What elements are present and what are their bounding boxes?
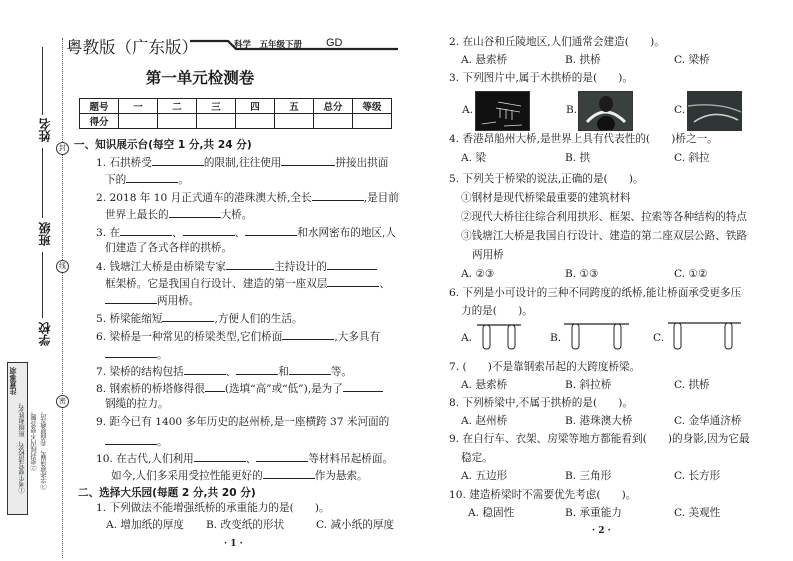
- statement-cont: 两用桥: [472, 249, 504, 261]
- question-text: 、: [245, 453, 257, 465]
- question-text: 2. 2018 年 10 月正式通车的港珠澳大桥,全长: [96, 192, 312, 204]
- notice-item: ②密封线内不要答题。: [31, 408, 38, 471]
- question-text: 等材料吊起桥面。: [308, 453, 394, 465]
- option-c[interactable]: C.: [653, 332, 665, 344]
- question-text: 的限制,往往使用: [203, 157, 282, 169]
- question-text: 1. 石拱桥受: [96, 157, 152, 169]
- option-a[interactable]: A. 稳固性: [468, 507, 515, 519]
- score-cell[interactable]: [353, 114, 392, 129]
- question-text: 大桥。: [220, 209, 253, 221]
- paper-bridge-c-diagram: [667, 320, 743, 352]
- answer-blank[interactable]: [105, 347, 157, 358]
- option-a[interactable]: A. 悬索桥: [461, 54, 508, 66]
- score-cell[interactable]: [236, 114, 275, 129]
- seal-mark: 线: [56, 260, 69, 273]
- option-c[interactable]: C. 梁桥: [674, 54, 710, 66]
- question-text: 等。: [330, 366, 353, 378]
- fill-question-8-cont: 钢缆的拉力。: [105, 398, 169, 410]
- question-text: 和水网密布的地区,人: [297, 227, 396, 239]
- question-text: 如今,人们多采用受拉性能更好的: [111, 470, 263, 482]
- class-field[interactable]: [42, 148, 43, 218]
- answer-blank[interactable]: [183, 225, 235, 236]
- answer-blank[interactable]: [312, 190, 364, 201]
- option-a[interactable]: A. 赵州桥: [461, 415, 508, 427]
- fill-question-10-cont: [111, 468, 368, 483]
- option-b[interactable]: B. 拱: [565, 152, 591, 164]
- question-text: 和: [278, 366, 289, 378]
- table-row: [80, 99, 392, 114]
- option-a[interactable]: A.: [461, 332, 473, 344]
- school-label: 学校: [38, 322, 52, 346]
- question-text: ,方便人们的生活。: [214, 313, 303, 325]
- question-text: 6. 梁桥是一种常见的桥梁类型,它们桥面: [96, 331, 283, 343]
- question-text: 4. 钱塘江大桥是由桥梁专家: [96, 261, 227, 273]
- fill-question-4-cont: [105, 293, 199, 308]
- fill-question-2-cont: [105, 207, 252, 222]
- answer-blank[interactable]: [126, 172, 178, 183]
- answer-blank[interactable]: [282, 329, 334, 340]
- option-c[interactable]: C. 金华通济桥: [674, 415, 742, 427]
- seal-mark: 密: [56, 395, 69, 408]
- score-header: 总分: [314, 99, 353, 114]
- question-text: 下的: [105, 174, 127, 186]
- question-text: 、: [379, 278, 391, 290]
- question-text: 7. 梁桥的结构包括: [96, 366, 184, 378]
- score-header: 三: [197, 99, 236, 114]
- fill-question-5: [96, 311, 303, 326]
- option-c[interactable]: C. ①②: [674, 268, 708, 280]
- option-c[interactable]: C.: [674, 104, 686, 116]
- option-b[interactable]: B. 拱桥: [565, 54, 601, 66]
- question-text: 8. 钢索桥的桥塔修得很: [96, 383, 205, 395]
- option-c[interactable]: C. 减小纸的厚度: [316, 519, 395, 531]
- seal-mark: 封: [56, 142, 69, 155]
- question-text: 、: [225, 366, 237, 378]
- question-text: 主持设计的: [274, 261, 327, 273]
- page-number: · 1 ·: [224, 539, 243, 549]
- choice-question-6-cont: 力的是( )。: [461, 305, 533, 317]
- question-text: 3. 在: [96, 227, 121, 239]
- edition-brand: 粤教版（广东版）: [66, 38, 198, 57]
- score-header: 一: [119, 99, 158, 114]
- question-text: 10. 在古代,人们利用: [96, 453, 194, 465]
- question-text: 拼接出拱面: [335, 157, 389, 169]
- answer-blank[interactable]: [245, 225, 297, 236]
- choice-question-7: 7. ( )不是靠钢索吊起的大跨度桥梁。: [449, 361, 641, 373]
- page-number: · 2 ·: [592, 526, 611, 536]
- question-text: 。: [157, 436, 168, 448]
- fill-question-3-cont: 们建造了各式各样的拱桥。: [105, 242, 233, 254]
- choice-question-6: 6. 下列是小可设计的三种不同跨度的纸桥,能让桥面承受更多压: [449, 287, 742, 299]
- fill-question-6: [96, 329, 380, 344]
- section-2-title: 二、选择大乐园(每题 2 分,共 20 分): [78, 487, 256, 499]
- question-text: 。: [157, 349, 168, 361]
- paper-bridge-a-diagram: [475, 322, 523, 352]
- notice-item: ③字迹要清楚、卷面要整洁。: [41, 408, 48, 490]
- score-cell[interactable]: [314, 114, 353, 129]
- section-1-title: 一、知识展示台(每空 1 分,共 24 分): [74, 139, 252, 151]
- answer-blank[interactable]: [120, 225, 172, 236]
- choice-question-10: 10. 建造桥梁时不需要优先考虑( )。: [449, 489, 637, 501]
- question-text: ,是目前: [363, 192, 399, 204]
- fill-question-4-cont: [105, 276, 390, 291]
- fill-question-6-cont: [105, 347, 168, 362]
- option-c[interactable]: C. 拱桥: [674, 379, 710, 391]
- option-b[interactable]: B.: [550, 332, 562, 344]
- score-row-label: 得分: [80, 114, 119, 129]
- question-text: ,大多具有: [334, 331, 381, 343]
- answer-blank[interactable]: [343, 381, 383, 392]
- answer-blank[interactable]: [184, 364, 226, 375]
- choice-question-8: 8. 下列桥梁中,不属于拱桥的是( )。: [449, 397, 634, 409]
- choice-question-9-cont: 稳定。: [461, 452, 493, 464]
- answer-blank[interactable]: [194, 451, 246, 462]
- option-b[interactable]: B. 港珠澳大桥: [565, 415, 633, 427]
- question-text: 。: [178, 174, 189, 186]
- answer-blank[interactable]: [289, 364, 331, 375]
- option-c[interactable]: C. 斜拉: [674, 152, 710, 164]
- answer-blank[interactable]: [263, 468, 315, 479]
- score-header: 等级: [353, 99, 392, 114]
- photo-bridge-a: [475, 91, 530, 131]
- statement: ②现代大桥往往综合利用拱形、框架、拉索等各种结构的特点: [461, 211, 748, 223]
- option-b[interactable]: B. 承重能力: [565, 507, 622, 519]
- fill-question-1: [96, 155, 388, 170]
- class-label: 班级: [38, 222, 52, 246]
- question-text: 作为悬索。: [314, 470, 368, 482]
- fill-question-8: [96, 381, 383, 396]
- answer-blank[interactable]: [169, 207, 221, 218]
- notice-title: 注意事项: [8, 367, 17, 395]
- score-cell[interactable]: [119, 114, 158, 129]
- question-text: 世界上最长的: [105, 209, 169, 221]
- option-a[interactable]: A. 悬索桥: [461, 379, 508, 391]
- notice-box: [7, 362, 28, 515]
- question-text: (选填“高”或“低”),是为了: [224, 383, 343, 395]
- notice-item: ①考生要写清校名、班级和姓名。: [19, 399, 26, 494]
- name-label: 姓名: [38, 118, 52, 142]
- choice-question-1: 1. 下列做法不能增强纸桥的承重能力的是( )。: [96, 502, 330, 514]
- photo-bridge-c: [687, 91, 742, 131]
- score-header: 二: [158, 99, 197, 114]
- score-cell[interactable]: [158, 114, 197, 129]
- question-text: 、: [234, 227, 246, 239]
- answer-blank[interactable]: [281, 155, 335, 166]
- answer-blank[interactable]: [205, 381, 225, 392]
- choice-question-4: 4. 香港昂船州大桥,是世界上具有代表性的( )桥之一。: [449, 133, 718, 145]
- choice-question-2: 2. 在山谷和丘陵地区,人们通常会建造( )。: [449, 36, 665, 48]
- answer-blank[interactable]: [256, 451, 308, 462]
- option-a[interactable]: A.: [462, 104, 474, 116]
- option-a[interactable]: A. 梁: [461, 152, 486, 164]
- score-header: 四: [236, 99, 275, 114]
- answer-blank[interactable]: [327, 259, 377, 270]
- option-a[interactable]: A. ②③: [461, 268, 495, 280]
- choice-question-3: 3. 下列图片中,属于木拱桥的是( )。: [449, 72, 634, 84]
- option-b[interactable]: B. 改变纸的形状: [206, 519, 285, 531]
- answer-blank[interactable]: [327, 276, 379, 287]
- score-cell[interactable]: [197, 114, 236, 129]
- question-text: 5. 桥梁能缩短: [96, 313, 163, 325]
- fill-question-10: [96, 451, 393, 466]
- score-header: 题号: [80, 99, 119, 114]
- answer-blank[interactable]: [105, 434, 157, 445]
- choice-question-9: 9. 在自行车、衣架、房梁等地方都能看到( )的身影,因为它最: [449, 433, 750, 445]
- seal-line: [62, 38, 63, 558]
- fill-question-7: [96, 364, 352, 379]
- photo-bridge-b: [578, 91, 633, 131]
- answer-blank[interactable]: [236, 364, 278, 375]
- answer-blank[interactable]: [152, 155, 204, 166]
- fill-question-1-cont: [105, 172, 189, 187]
- option-b[interactable]: B. 斜拉桥: [565, 379, 612, 391]
- question-text: 、: [172, 227, 183, 239]
- paper-bridge-b-diagram: [563, 321, 631, 352]
- score-cell[interactable]: [275, 114, 314, 129]
- table-row: [80, 114, 392, 129]
- option-b[interactable]: B.: [566, 104, 578, 116]
- answer-blank[interactable]: [226, 259, 274, 270]
- question-text: 框架桥。它是我国自行设计、建造的第一座双层: [105, 278, 328, 290]
- fill-question-3: [96, 225, 396, 240]
- fill-question-9: 9. 距今已有 1400 多年历史的赵州桥,是一座横跨 37 米河面的: [96, 416, 390, 428]
- option-b[interactable]: B. ①③: [565, 268, 599, 280]
- option-c[interactable]: C. 长方形: [674, 470, 721, 482]
- option-a[interactable]: A. 增加纸的厚度: [106, 519, 184, 531]
- score-header: 五: [275, 99, 314, 114]
- option-c[interactable]: C. 美观性: [674, 507, 721, 519]
- question-text: 两用桥。: [157, 295, 200, 307]
- school-field[interactable]: [42, 252, 43, 318]
- fill-question-4: [96, 259, 377, 274]
- statement: ①钢材是现代桥梁最重要的建筑材料: [461, 192, 631, 204]
- score-table: [79, 98, 392, 129]
- option-a[interactable]: A. 五边形: [461, 470, 508, 482]
- edition-code: GD: [326, 37, 343, 49]
- option-b[interactable]: B. 三角形: [565, 470, 612, 482]
- statement: ③钱塘江大桥是我国自行设计、建造的第二座双层公路、铁路: [461, 230, 748, 242]
- answer-blank[interactable]: [162, 311, 214, 322]
- page-title: 第一单元检测卷: [145, 69, 255, 87]
- fill-question-9-cont: [105, 434, 168, 449]
- subject-grade: 科学 五年级下册: [234, 40, 303, 50]
- fill-question-2: [96, 190, 399, 205]
- answer-blank[interactable]: [105, 293, 157, 304]
- choice-question-5: 5. 下列关于桥梁的说法,正确的是( )。: [449, 173, 644, 185]
